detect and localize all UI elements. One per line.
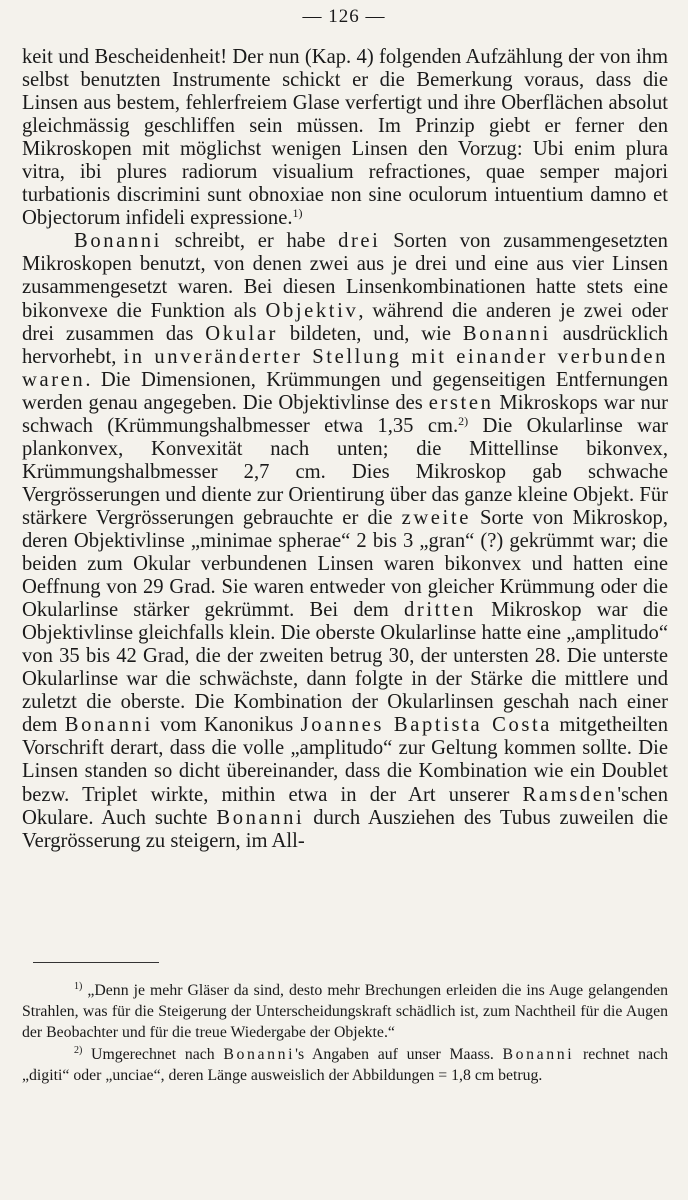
name-bonanni: Bonanni (74, 230, 162, 253)
footnote-1-marker: 1) (74, 981, 83, 992)
footnote-divider (33, 962, 159, 963)
paragraph-2 (22, 230, 668, 852)
paragraph-1 (22, 46, 668, 230)
footnotes (22, 980, 668, 1086)
text-run: bildeten, und, wie (278, 322, 463, 345)
emphasis-objektiv: Objektiv (265, 299, 359, 322)
text-run: 'schen Okulare. Auch suchte (22, 783, 668, 829)
text-run: Sorte von Mikroskop, deren Objektivlinse „minimae spherae“ 2 bis 3 „gran“ (?) gekrümmt war; die beiden zum Okular verbundenen Linsen waren bikonvex und hatten eine Oeffnung von 29 Grad. Sie waren entweder von gleicher Krümmung oder die Okularlinse stärker gekrümmt. Bei dem (22, 506, 668, 622)
text-run: durch Ausziehen des Tubus zuweilen die Vergrösserung zu steigern, im All- (22, 806, 668, 852)
emphasis-ersten: ersten (428, 391, 494, 414)
emphasis-dritten: dritten (404, 599, 476, 622)
name-bonanni: Bonanni (216, 806, 305, 829)
page-number: — 126 — (302, 6, 386, 27)
text-run: ausdrücklich hervorhebt, (22, 322, 669, 368)
footnote-ref-1: 1) (292, 206, 303, 221)
footnote-1 (22, 980, 668, 1044)
text-run: . Die Dimensionen, Krümmungen und gegenseitigen Entfernungen werden genau angegeben. Die Objektivlinse des (22, 368, 668, 414)
text-run: rechnet nach „digiti“ oder „unciae“, deren Länge ausweislich der Abbildungen = 1,8 cm betrug. (22, 1045, 668, 1084)
paragraph-1-text: keit und Bescheidenheit! Der nun (Kap. 4) folgenden Aufzählung der von ihm selbst benutzten Instrumente schickt er die Bemerkung voraus, dass die Linsen aus bestem, fehlerfreiem Glase verfertigt und ihre Oberflächen absolut gleichmässig geschliffen sein müssen. Im Prinzip giebt er ferner den Mikroskopen mit möglichst wenigen Linsen den Vorzug: Ubi enim plura vitra, ibi plures radiorum visualium refractiones, quae semper majori turbationis discrimini sunt obnoxiae non sine oculorum intuentium damno et Objectorum infideli expressione. (22, 46, 668, 230)
name-ramsden: Ramsden (522, 783, 618, 806)
text-run: Die Okularlinse war plankonvex, Konvexität nach unten; die Mittellinse bikonvex, Krümmungshalbmesser 2,7 cm. Dies Mikroskop gab schwache Vergrösserungen und diente zur Orientirung über das ganze kleine Objekt. Für stärkere Vergrösserungen gebrauchte er die (22, 414, 668, 529)
name-bonanni: Bonanni (223, 1045, 296, 1063)
emphasis-unveraendert: in unveränderter Stellung mit einander verbunden waren (22, 345, 669, 391)
footnote-1-text: „Denn je mehr Gläser da sind, desto mehr Brechungen erleiden die ins Auge gelangenden Strahlen, was für die Steigerung der Unterscheidungskraft schädlich ist, zum Nachtheil für die Augen der Beobachter und für die treue Wiedergabe der Objekte.“ (22, 982, 668, 1042)
emphasis-okular: Okular (205, 322, 279, 345)
main-text (22, 46, 668, 853)
text-run: schreibt, er habe (162, 230, 339, 253)
text-run: , während die anderen je zwei oder drei zusammen das (22, 299, 668, 345)
name-bonanni: Bonanni (502, 1045, 575, 1063)
footnote-2 (22, 1044, 668, 1086)
name-bonanni: Bonanni (462, 322, 551, 345)
text-run: Mikroskop war die Objektivlinse gleichfalls klein. Die oberste Okularlinse hatte eine „amplitudo“ von 35 bis 42 Grad, die der zweiten betrug 30, der untersten 28. Die unterste Okularlinse war die schwächste, dann folgte in der Stärke die mittlere und zuletzt die oberste. Die Kombination der Okularlinsen geschah nach einer dem (22, 599, 669, 737)
name-bonanni: Bonanni (64, 714, 153, 737)
text-run: Umgerechnet nach (82, 1045, 224, 1063)
footnote-2-marker: 2) (74, 1044, 83, 1056)
text-run: 's Angaben auf unser Maass. (295, 1045, 503, 1063)
text-run: mitgetheilten Vorschrift derart, dass die volle „amplitudo“ zur Geltung kommen sollte. Die Linsen standen so dicht übereinander, dass die Kombination wie ein Doublet bezw. Triplet wirkte, mithin etwa in der Art unserer (22, 714, 668, 806)
emphasis-zweite: zweite (401, 506, 471, 529)
text-run: vom Kanonikus (152, 714, 301, 737)
text-run: Sorten von zusammengesetzten Mikroskopen benutzt, von denen zwei aus je drei und eine aus vier Linsen zusammengesetzt waren. Bei diesen Linsenkombinationen hatte stets eine bikonvexe die Funktion als (22, 230, 668, 322)
footnote-ref-2: 2) (458, 413, 469, 428)
text-run: Mikroskops war nur schwach (Krümmungshalbmesser etwa 1,35 cm. (22, 391, 668, 437)
emphasis-drei: drei (338, 230, 381, 253)
name-costa: Joannes Baptista Costa (300, 714, 553, 737)
